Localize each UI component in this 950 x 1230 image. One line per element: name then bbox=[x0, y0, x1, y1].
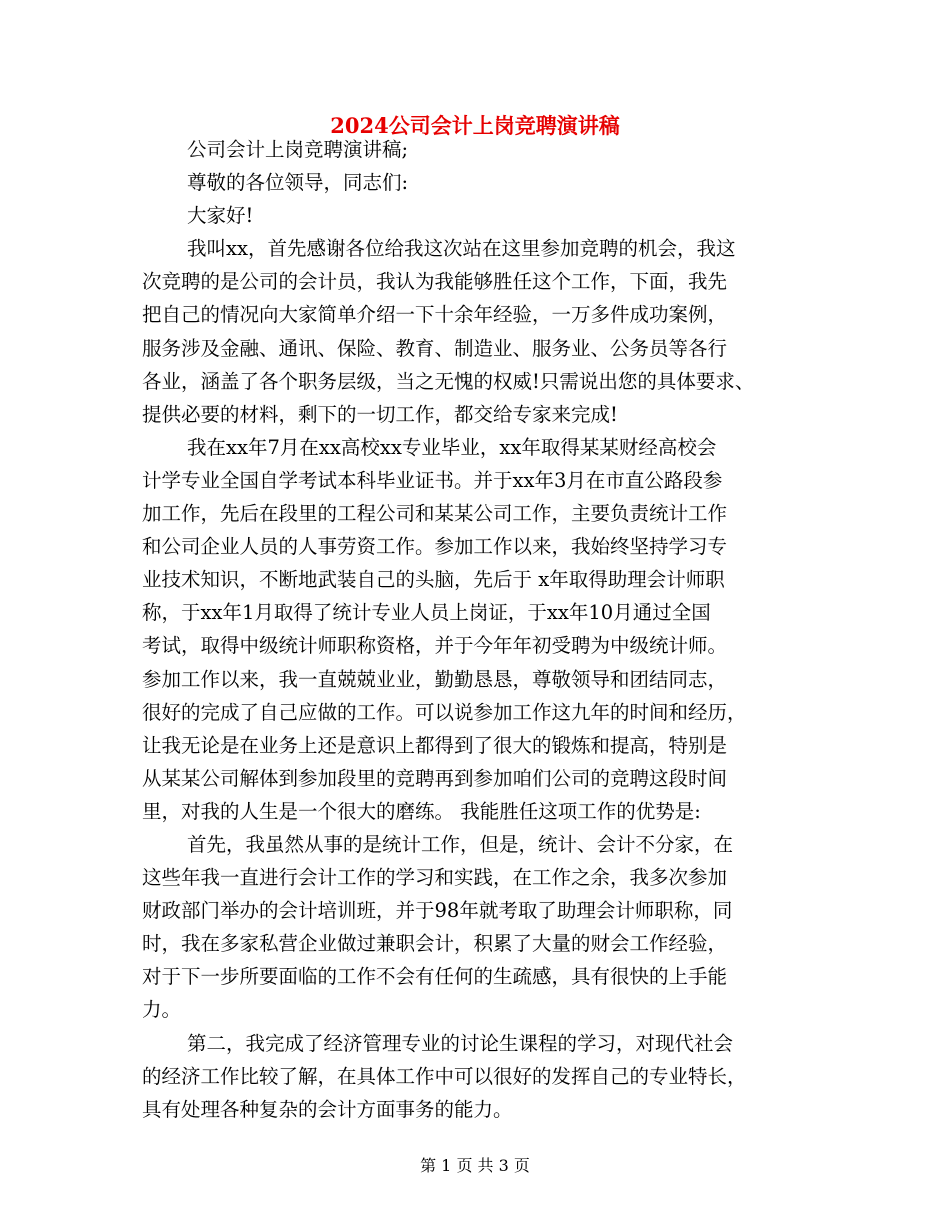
text-line: 我叫xx，首先感谢各位给我这次站在这里参加竞聘的机会，我这 bbox=[187, 237, 736, 261]
text-line: 尊敬的各位领导，同志们: bbox=[187, 171, 409, 195]
text-line: 力。 bbox=[142, 998, 182, 1022]
text-line: 提供必要的材料，剩下的一切工作，都交给专家来完成! bbox=[142, 402, 618, 426]
text-line: 次竞聘的是公司的会计员，我认为我能够胜任这个工作，下面，我先 bbox=[142, 270, 728, 294]
text-line: 公司会计上岗竞聘演讲稿; bbox=[187, 138, 409, 161]
text-line: 服务涉及金融、通讯、保险、教育、制造业、服务业、公务员等各行 bbox=[142, 336, 728, 360]
text-line: 这些年我一直进行会计工作的学习和实践，在工作之余，我多次参加 bbox=[142, 866, 728, 890]
text-line: 加工作，先后在段里的工程公司和某某公司工作，主要负责统计工作 bbox=[142, 502, 728, 526]
text-line: 和公司企业人员的人事劳资工作。参加工作以来，我始终坚持学习专 bbox=[142, 535, 728, 559]
text-line: 很好的完成了自己应做的工作。可以说参加工作这九年的时间和经历， bbox=[142, 700, 747, 724]
text-line: 时，我在多家私营企业做过兼职会计，积累了大量的财会工作经验， bbox=[142, 932, 728, 956]
text-line: 具有处理各种复杂的会计方面事务的能力。 bbox=[142, 1097, 513, 1121]
text-line: 我在xx年7月在xx高校xx专业毕业，xx年取得某某财经高校会 bbox=[187, 435, 717, 459]
text-line: 把自己的情况向大家简单介绍一下十余年经验，一万多件成功案例， bbox=[142, 303, 728, 327]
text-line: 财政部门举办的会计培训班，并于98年就考取了助理会计师职称，同 bbox=[142, 899, 733, 923]
text-line: 从某某公司解体到参加段里的竞聘再到参加咱们公司的竞聘这段时间 bbox=[142, 766, 728, 790]
text-line: 让我无论是在业务上还是意识上都得到了很大的锻炼和提高，特别是 bbox=[142, 733, 728, 757]
text-line: 首先，我虽然从事的是统计工作，但是，统计、会计不分家，在 bbox=[187, 832, 734, 856]
text-line: 大家好! bbox=[187, 204, 254, 228]
text-line: 计学专业全国自学考试本科毕业证书。并于xx年3月在市直公路段参 bbox=[142, 468, 723, 492]
text-line: 的经济工作比较了解，在具体工作中可以很好的发挥自己的专业特长， bbox=[142, 1064, 747, 1088]
text-line: 称，于xx年1月取得了统计专业人员上岗证，于xx年10月通过全国 bbox=[142, 601, 711, 625]
text-line: 对于下一步所要面临的工作不会有任何的生疏感，具有很快的上手能 bbox=[142, 965, 728, 989]
text-line: 参加工作以来，我一直兢兢业业，勤勤恳恳，尊敬领导和团结同志， bbox=[142, 667, 728, 691]
text-line: 业技术知识，不断地武装自己的头脑，先后于 x年取得助理会计师职 bbox=[142, 568, 725, 592]
text-line: 各业，涵盖了各个职务层级，当之无愧的权威!只需说出您的具体要求、 bbox=[142, 369, 755, 393]
text-line: 考试，取得中级统计师职称资格，并于今年年初受聘为中级统计师。 bbox=[142, 634, 728, 658]
page-footer: 第 1 页 共 3 页 bbox=[420, 1156, 530, 1175]
document-title: 2024公司会计上岗竞聘演讲稿 bbox=[330, 113, 620, 138]
text-line: 里，对我的人生是一个很大的磨练。 我能胜任这项工作的优势是: bbox=[142, 799, 701, 823]
text-line: 第二，我完成了经济管理专业的讨论生课程的学习，对现代社会 bbox=[187, 1031, 734, 1055]
document-body bbox=[142, 133, 822, 1126]
